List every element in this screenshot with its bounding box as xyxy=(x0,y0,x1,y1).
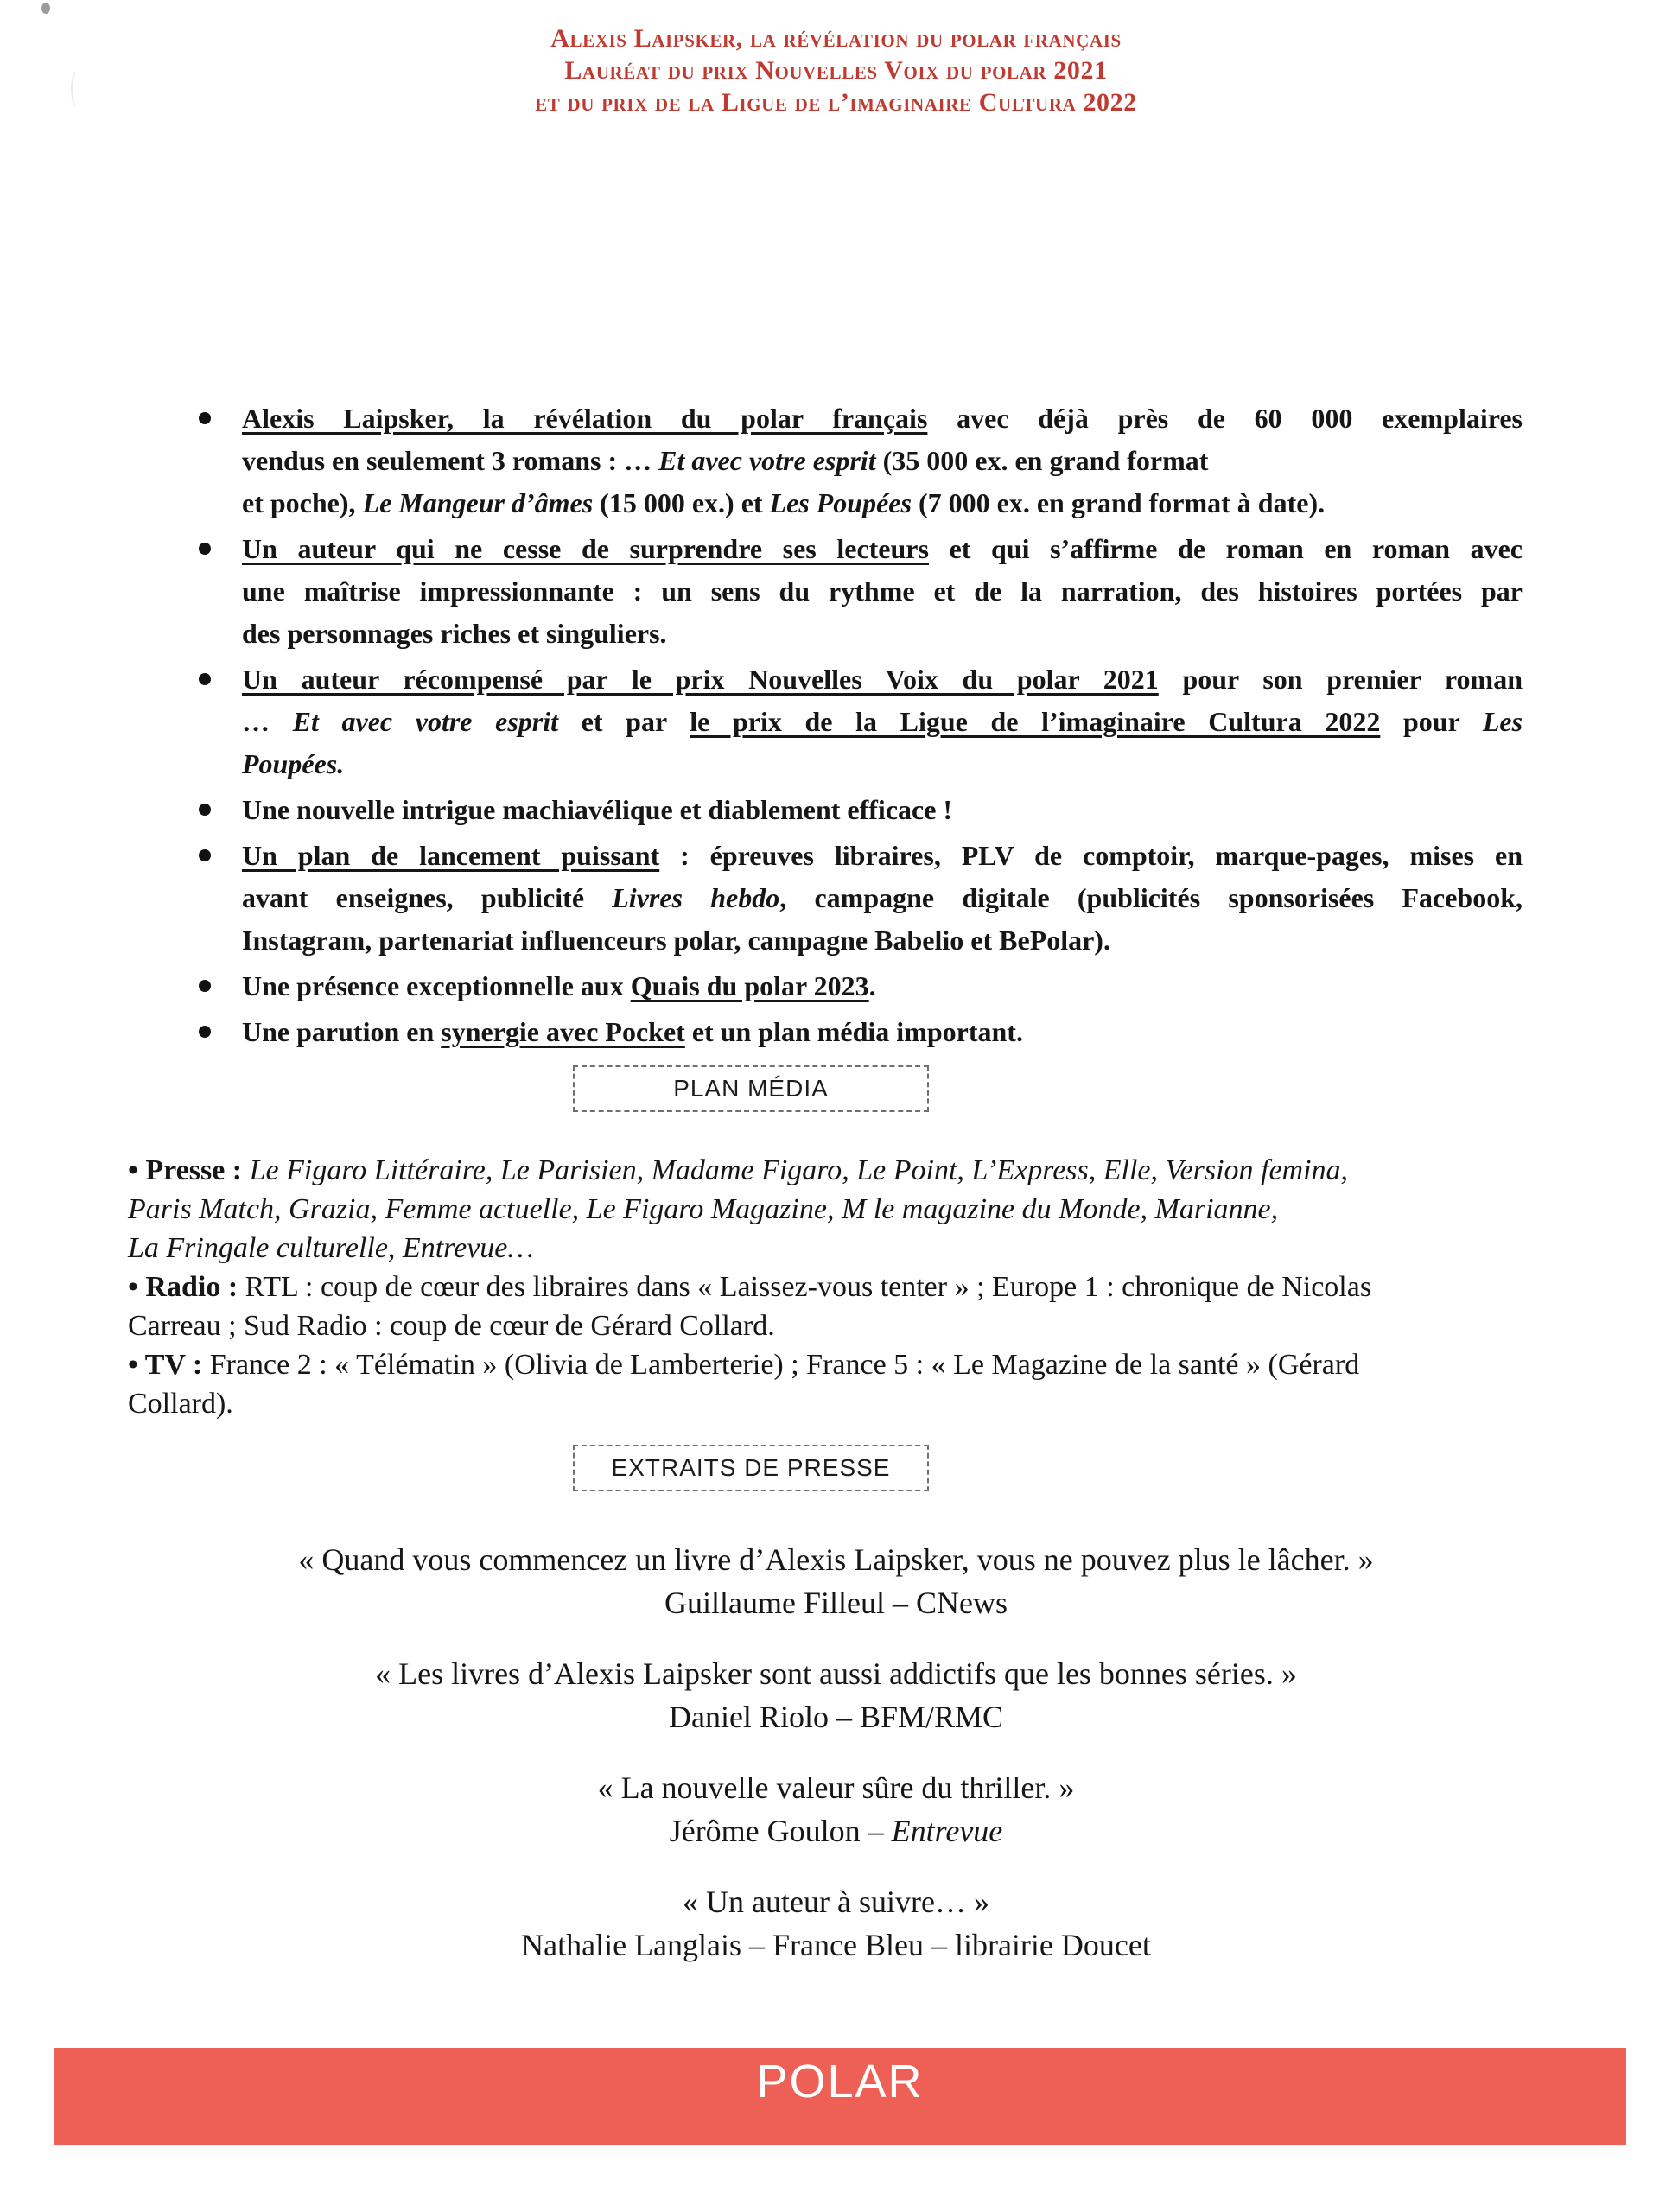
press-plan-line xyxy=(128,1306,1580,1345)
bullet-line xyxy=(242,440,1523,482)
bullet-item xyxy=(199,965,1523,1007)
text-run: vendus en seulement 3 romans : … xyxy=(242,445,659,476)
text-run: Paris Match, Grazia, Femme actuelle, Le Figaro Magazine, M le magazine du Monde, Marianne, xyxy=(128,1193,1279,1225)
text-run: Entrevue xyxy=(891,1814,1003,1848)
text-run: Une parution en xyxy=(242,1016,442,1047)
text-run: Alexis Laipsker, la révélation du polar français xyxy=(242,403,928,434)
bullet-line xyxy=(242,877,1523,919)
bullet-line xyxy=(242,789,1523,831)
text-run: Carreau ; Sud Radio : coup de cœur de Gérard Collard. xyxy=(128,1310,775,1342)
header-line-1: Alexis Laipsker, la révélation du polar français xyxy=(550,24,1122,53)
press-extracts-label: EXTRAITS DE PRESSE xyxy=(611,1454,891,1481)
bullet-marker-icon xyxy=(199,1011,242,1053)
text-run: Livres hebdo xyxy=(612,882,780,913)
press-plan-line xyxy=(128,1384,1580,1423)
document-header xyxy=(0,22,1672,118)
text-run: et qui s’affirme de roman en roman avec xyxy=(928,533,1523,564)
text-run: et par xyxy=(558,706,690,737)
press-plan-line xyxy=(128,1151,1580,1190)
quote-text: « La nouvelle valeur sûre du thriller. » xyxy=(597,1770,1075,1805)
footer-imprint-label: POLAR xyxy=(756,2056,924,2107)
text-run: • Radio : xyxy=(128,1271,245,1303)
text-run: Daniel Riolo – BFM/RMC xyxy=(668,1700,1004,1734)
text-run: : épreuves libraires, PLV de comptoir, marque-pages, mises en xyxy=(659,840,1523,871)
press-quote xyxy=(0,1880,1672,1967)
bullet-line xyxy=(242,1011,1523,1053)
press-plan-line xyxy=(128,1229,1580,1268)
press-extracts-box xyxy=(573,1445,929,1491)
quote-text: « Un auteur à suivre… » xyxy=(683,1885,989,1919)
quote-text: « Les livres d’Alexis Laipsker sont aussi addictifs que les bonnes séries. » xyxy=(375,1656,1297,1691)
bullet-line xyxy=(242,528,1523,570)
bullet-line xyxy=(242,835,1523,877)
text-run: avant enseignes, publicité xyxy=(242,882,613,913)
scan-artifact-dot xyxy=(41,3,50,14)
text-run: . xyxy=(868,970,876,1001)
press-plan-line xyxy=(128,1190,1580,1229)
press-quote xyxy=(0,1766,1672,1853)
press-plan-line xyxy=(128,1345,1580,1384)
bullet-marker-icon xyxy=(199,835,242,962)
text-run: synergie avec Pocket xyxy=(441,1016,685,1047)
text-run: Un auteur qui ne cesse de surprendre ses lecteurs xyxy=(242,533,929,564)
text-run: Guillaume Filleul – CNews xyxy=(664,1586,1008,1620)
press-quote xyxy=(0,1538,1672,1624)
text-run: Un plan de lancement puissant xyxy=(242,840,660,871)
press-plan-block xyxy=(128,1151,1580,1423)
bullet-item xyxy=(199,1011,1523,1053)
text-run: , campagne digitale (publicités sponsorisées Facebook, xyxy=(779,882,1523,913)
bullet-marker-icon xyxy=(199,528,242,655)
text-run: une maîtrise impressionnante : un sens du rythme et de la narration, des histoires portées par xyxy=(242,575,1523,607)
text-run: Instagram, partenariat influenceurs polar, campagne Babelio et BePolar). xyxy=(242,925,1110,956)
text-run: Nathalie Langlais – France Bleu – librairie Doucet xyxy=(521,1928,1151,1962)
bullet-line xyxy=(242,482,1523,524)
quote-text: « Quand vous commencez un livre d’Alexis Laipsker, vous ne pouvez plus le lâcher. » xyxy=(298,1542,1374,1577)
text-run: La Fringale culturelle, Entrevue… xyxy=(128,1232,534,1264)
bullet-line xyxy=(242,570,1523,613)
text-run: Le Figaro Littéraire, Le Parisien, Madame Figaro, Le Point, L’Express, Elle, Version femina, xyxy=(249,1154,1349,1186)
text-run: RTL : coup de cœur des libraires dans « Laissez-vous tenter » ; Europe 1 : chronique de Nicolas xyxy=(245,1271,1372,1303)
bullet-marker-icon xyxy=(199,397,242,524)
bullet-line xyxy=(242,743,1523,785)
text-run: Une nouvelle intrigue machiavélique et diablement efficace ! xyxy=(242,794,953,825)
text-run: le prix de la Ligue de l’imaginaire Cultura 2022 xyxy=(690,706,1381,737)
text-run: Jérôme Goulon – xyxy=(669,1814,892,1848)
bullet-item xyxy=(199,397,1523,524)
text-run: Et avec votre esprit xyxy=(658,445,876,476)
bullet-marker-icon xyxy=(199,789,242,831)
press-plan-line xyxy=(128,1268,1580,1306)
text-run: • TV : xyxy=(128,1349,210,1381)
text-run: pour son premier roman xyxy=(1158,664,1523,695)
bullet-marker-icon xyxy=(199,965,242,1007)
text-run: avec déjà près de 60 000 exemplaires xyxy=(927,403,1523,434)
bullet-line xyxy=(242,613,1523,655)
quote-attribution xyxy=(0,1581,1672,1624)
header-line-3: et du prix de la Ligue de l’imaginaire Cultura 2022 xyxy=(535,88,1137,117)
text-run: France 2 : « Télématin » (Olivia de Lamberterie) ; France 5 : « Le Magazine de la santé » (Gérard xyxy=(209,1349,1360,1381)
text-run: … xyxy=(242,706,293,737)
bullet-list xyxy=(199,397,1523,1057)
text-run: (35 000 ex. en grand format xyxy=(875,445,1209,476)
bullet-item xyxy=(199,528,1523,655)
media-plan-label: PLAN MÉDIA xyxy=(673,1075,829,1102)
quote-attribution xyxy=(0,1695,1672,1738)
text-run: et poche), xyxy=(242,487,363,518)
text-run: (15 000 ex.) et xyxy=(593,487,770,518)
footer-band xyxy=(54,2048,1626,2145)
text-run: et un plan média important. xyxy=(684,1016,1023,1047)
bullet-line xyxy=(242,658,1523,701)
text-run: Et avec votre esprit xyxy=(292,706,559,737)
text-run: Quais du polar 2023 xyxy=(630,970,869,1001)
bullet-item xyxy=(199,835,1523,962)
bullet-marker-icon xyxy=(199,658,242,785)
press-quotes xyxy=(0,1538,1672,1994)
media-plan-box xyxy=(573,1065,929,1112)
text-run: • Presse : xyxy=(128,1154,250,1186)
bullet-item xyxy=(199,789,1523,831)
text-run: (7 000 ex. en grand format à date). xyxy=(911,487,1326,518)
bullet-item xyxy=(199,658,1523,785)
text-run: Poupées. xyxy=(242,748,345,779)
press-quote xyxy=(0,1652,1672,1738)
text-run: des personnages riches et singuliers. xyxy=(242,618,667,649)
text-run: Le Mangeur d’âmes xyxy=(362,487,594,518)
text-run: pour xyxy=(1380,706,1483,737)
text-run: Un auteur récompensé par le prix Nouvelles Voix du polar 2021 xyxy=(242,664,1159,695)
quote-attribution xyxy=(0,1809,1672,1853)
bullet-line xyxy=(242,701,1523,743)
bullet-line xyxy=(242,965,1523,1007)
bullet-line xyxy=(242,919,1523,962)
text-run: Les xyxy=(1482,706,1523,737)
quote-attribution xyxy=(0,1923,1672,1967)
text-run: Les Poupées xyxy=(769,487,912,518)
text-run: Une présence exceptionnelle aux xyxy=(242,970,631,1001)
header-line-2: Lauréat du prix Nouvelles Voix du polar 2021 xyxy=(564,56,1108,85)
bullet-line xyxy=(242,397,1523,440)
text-run: Collard). xyxy=(128,1388,233,1420)
